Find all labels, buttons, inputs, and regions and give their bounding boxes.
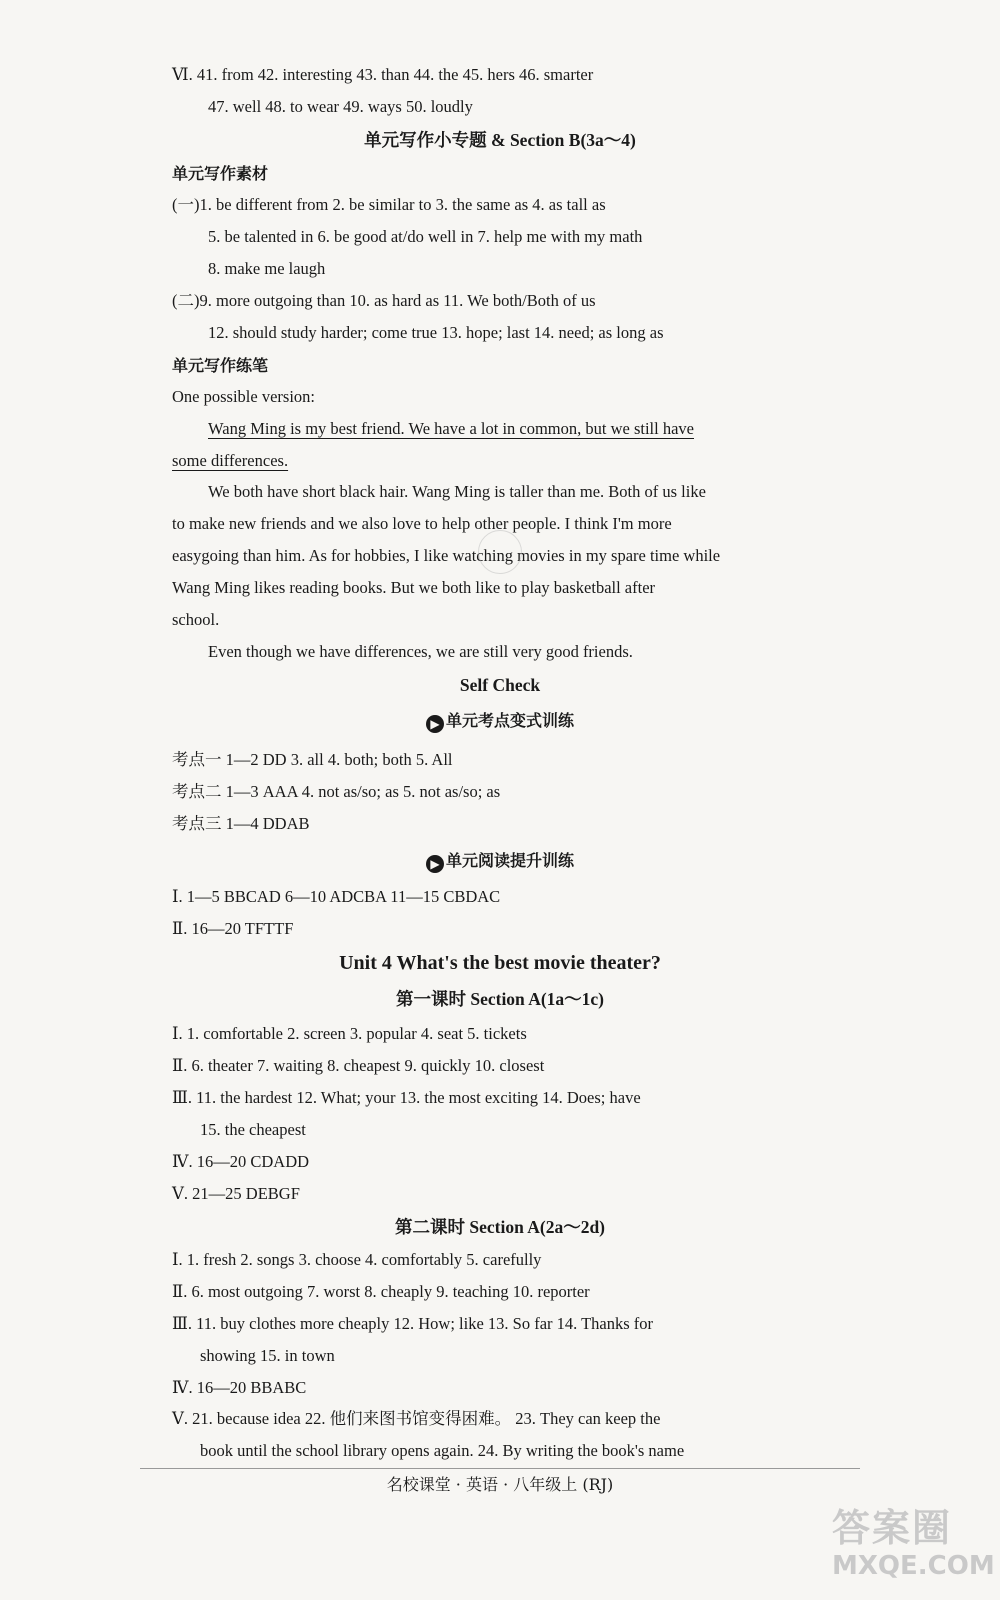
site-watermark [832,1505,995,1595]
answer-line: 15. the cheapest [200,1120,306,1139]
answer-line: 47. well 48. to wear 49. ways 50. loudly [208,97,473,116]
answer-line: 考点三 1—4 DDAB [172,814,310,833]
answer-line: Ⅲ. 11. buy clothes more cheaply 12. How; like 13. So far 14. Thanks for [172,1314,654,1333]
answer-line: Ⅱ. 6. most outgoing 7. worst 8. cheaply 9. teaching 10. reporter [172,1282,590,1301]
answer-line: 考点二 1—3 AAA 4. not as/so; as 5. not as/so; as [172,782,501,801]
essay-intro: One possible version: [172,387,315,406]
section-heading: Self Check [459,675,541,695]
answer-line: 考点一 1—2 DD 3. all 4. both; both 5. All [172,750,453,769]
essay-line: Wang Ming likes reading books. But we both like to play basketball after [172,578,656,597]
faint-stamp [478,530,522,574]
footer-divider [140,1468,860,1469]
answer-line: Ⅵ. 41. from 42. interesting 43. than 44. the 45. hers 46. smarter [172,65,594,84]
circled-right-arrow-icon: ▶ [426,855,444,873]
watermark-url: MXQE.COM [832,1551,995,1581]
essay-line: We both have short black hair. Wang Ming is taller than me. Both of us like [208,482,706,501]
answer-line: Ⅰ. 1—5 BBCAD 6—10 ADCBA 11—15 CBDAC [172,887,501,906]
answer-line: 8. make me laugh [208,259,326,278]
answer-line: showing 15. in town [200,1346,335,1365]
answer-line: (一)1. be different from 2. be similar to 3. the same as 4. as tall as [172,195,606,214]
circled-right-arrow-icon: ▶ [426,715,444,733]
essay-line: Even though we have differences, we are still very good friends. [208,642,633,661]
answer-line: Ⅰ. 1. comfortable 2. screen 3. popular 4. seat 5. tickets [172,1024,527,1043]
answer-line: 12. should study harder; come true 13. hope; last 14. need; as long as [208,323,664,342]
answer-line: Ⅲ. 11. the hardest 12. What; your 13. the most exciting 14. Does; have [172,1088,641,1107]
answer-line: book until the school library opens again. 24. By writing the book's name [200,1441,685,1460]
essay-line: school. [172,610,220,629]
watermark-logo: 答案圈 [832,1506,953,1550]
section-heading: 单元写作小专题 & Section B(3a～4) [364,130,636,150]
answer-line: Ⅳ. 16—20 CDADD [172,1152,310,1171]
answer-line: (二)9. more outgoing than 10. as hard as 11. We both/Both of us [172,291,596,310]
essay-line: some differences. [172,451,289,470]
answer-line: Ⅴ. 21. because idea 22. 他们来图书馆变得困难。 23. They can keep the [172,1409,661,1428]
essay-line: easygoing than him. As for hobbies, I like watching movies in my spare time while [172,546,721,565]
answer-line: Ⅴ. 21—25 DEBGF [172,1184,300,1203]
answer-line: 5. be talented in 6. be good at/do well in 7. help me with my math [208,227,643,246]
unit-title: Unit 4 What's the best movie theater? [339,952,661,974]
essay-line: Wang Ming is my best friend. We have a lot in common, but we still have [208,419,694,438]
lesson-heading: 第一课时 Section A(1a～1c) [395,989,605,1009]
practice-heading: ▶ 单元阅读提升训练 [172,850,828,873]
page-footer: 名校课堂 · 英语 · 八年级上 (RJ) [386,1475,614,1494]
subsection-heading: 单元写作素材 [172,164,269,183]
answer-line: Ⅰ. 1. fresh 2. songs 3. choose 4. comfortably 5. carefully [172,1250,542,1269]
answer-line: Ⅱ. 6. theater 7. waiting 8. cheapest 9. quickly 10. closest [172,1056,545,1075]
answer-line: Ⅳ. 16—20 BBABC [172,1378,307,1397]
essay-line: to make new friends and we also love to help other people. I think I'm more [172,514,672,533]
answer-line: Ⅱ. 16—20 TFTTF [172,919,294,938]
lesson-heading: 第二课时 Section A(2a～2d) [395,1217,605,1237]
subsection-heading: 单元写作练笔 [172,356,269,375]
practice-heading: ▶ 单元考点变式训练 [172,710,828,733]
